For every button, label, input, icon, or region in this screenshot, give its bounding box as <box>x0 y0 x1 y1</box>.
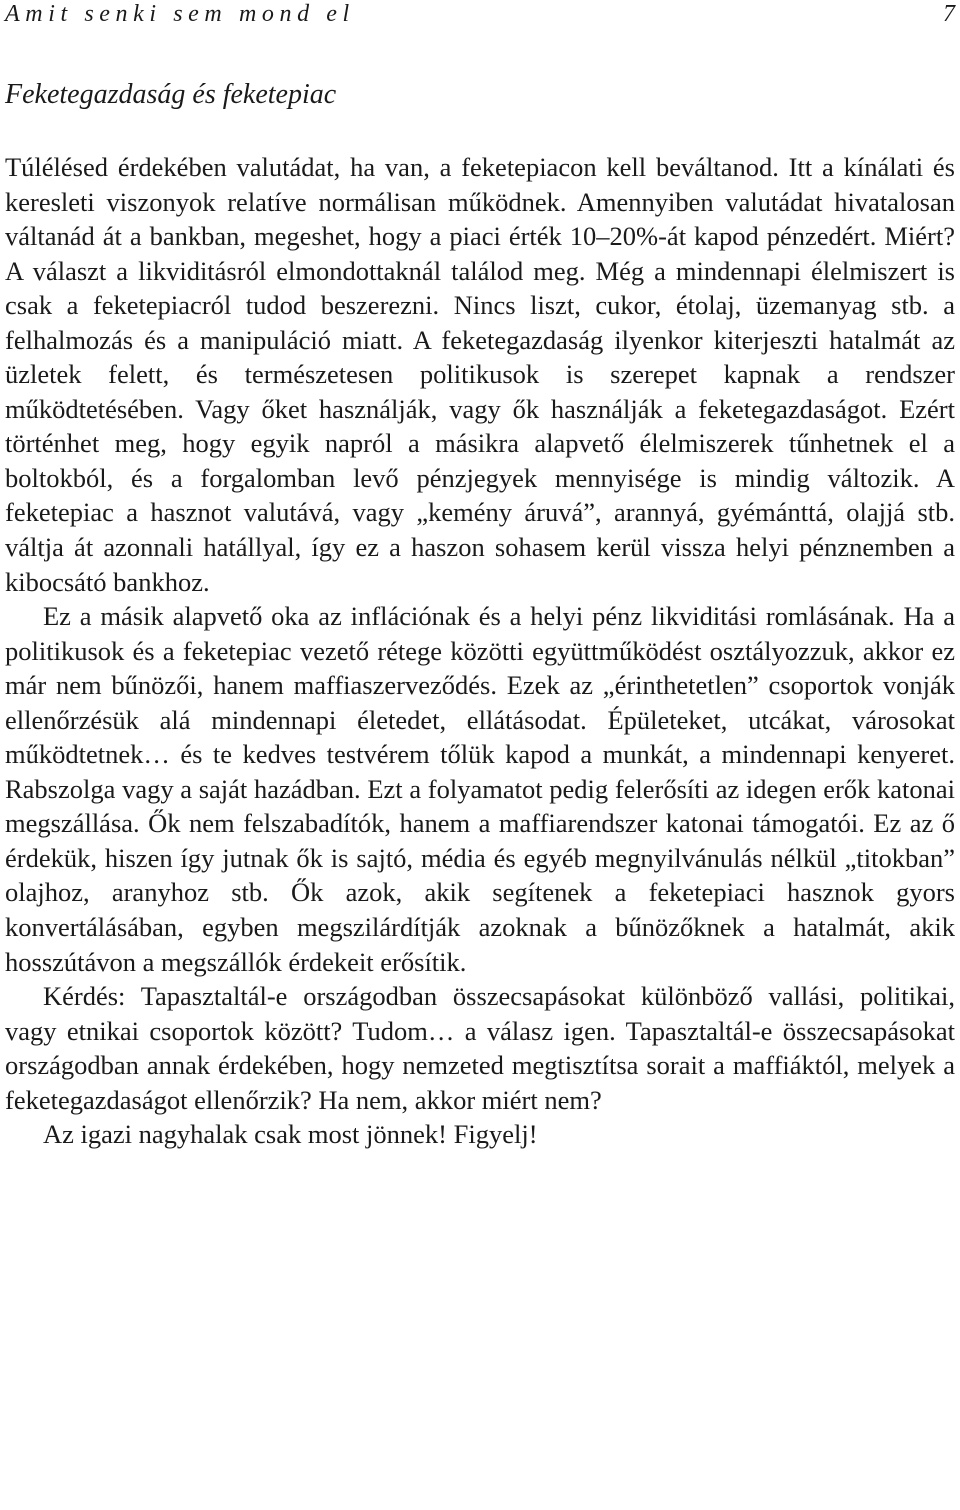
paragraph: Túlélésed érdekében valutádat, ha van, a feketepiacon kell beváltanod. Itt a kínálati és keresleti viszonyok relatíve normálisan működnek. Amennyiben valutádat hivatalosan váltanád át a bankban, megeshet, hogy a piaci érték 10–20%-át kapod pénzedért. Miért? A választ a likviditásról elmondottaknál találod meg. Még a mindennapi élelmiszert is csak a feketepiacról tudod beszerezni. Nincs liszt, cukor, étolaj, üzemanyag stb. a felhalmozás és a manipuláció miatt. A feketegazdaság ilyenkor kiterjeszti hatalmát az üzletek felett, és természetesen politikusok is szerepet kapnak a rendszer működtetésében. Vagy őket használják, vagy ők használják a feketegazdaságot. Ezért történhet meg, hogy egyik napról a másikra alapvető élelmiszerek tűnhetnek el a boltokból, és a forgalomban levő pénzjegyek mennyisége is mindig változik. A feketepiac a hasznot valutává, vagy „kemény áruvá”, arannyá, gyémánttá, olajjá stb. váltja át azonnali hatállyal, így ez a haszon sohasem kerül vissza helyi pénznemben a kibocsátó bankhoz. <box>5 152 955 597</box>
page-number: 7 <box>943 1 955 27</box>
body-text <box>5 150 955 1152</box>
paragraph: Ez a másik alapvető oka az inflációnak és a helyi pénz likviditási romlásának. Ha a politikusok és a feketepiac vezető rétege közötti együttműködést osztályozzuk, akkor ez már nem bűnözői, hanem maffiaszerveződés. Ezek az „érinthetetlen” csoportok vonják ellenőrzésük alá mindennapi életedet, ellátásodat. Épületeket, utcákat, városokat működtetnek… és te kedves testvérem tőlük kapod a munkát, a mindennapi kenyeret. Rabszolga vagy a saját hazádban. Ezt a folyamatot pedig felerősíti az idegen erők katonai megszállása. Ők nem felszabadítók, hanem a maffiarendszer katonai támogatói. Ez az ő érdekük, hiszen így jutnak ők is sajtó, média és egyéb megnyilvánulás nélkül „titokban” olajhoz, aranyhoz stb. Ők azok, akik segítenek a feketepiaci hasznok gyors konvertálásában, egyben megszilárdítják azoknak a bűnözőknek a hatalmát, akik hosszútávon a megszállók érdekeit erősítik. <box>5 601 955 977</box>
section-title: Feketegazdaság és feketepiac <box>5 79 337 110</box>
paragraph: Az igazi nagyhalak csak most jönnek! Figyelj! <box>43 1119 538 1150</box>
paragraph: Kérdés: Tapasztaltál-e országodban összecsapásokat különböző vallási, politikai, vagy etnikai csoportok között? Tudom… a válasz igen. Tapasztaltál-e összecsapásokat országodban annak érdekében, hogy nemzeted megtisztítsa sorait a maffiáktól, melyek a feketegazdaságot ellenőrzik? Ha nem, akkor miért nem? <box>5 981 955 1115</box>
running-header <box>5 0 955 30</box>
running-title: Amit senki sem mond el <box>5 1 355 27</box>
